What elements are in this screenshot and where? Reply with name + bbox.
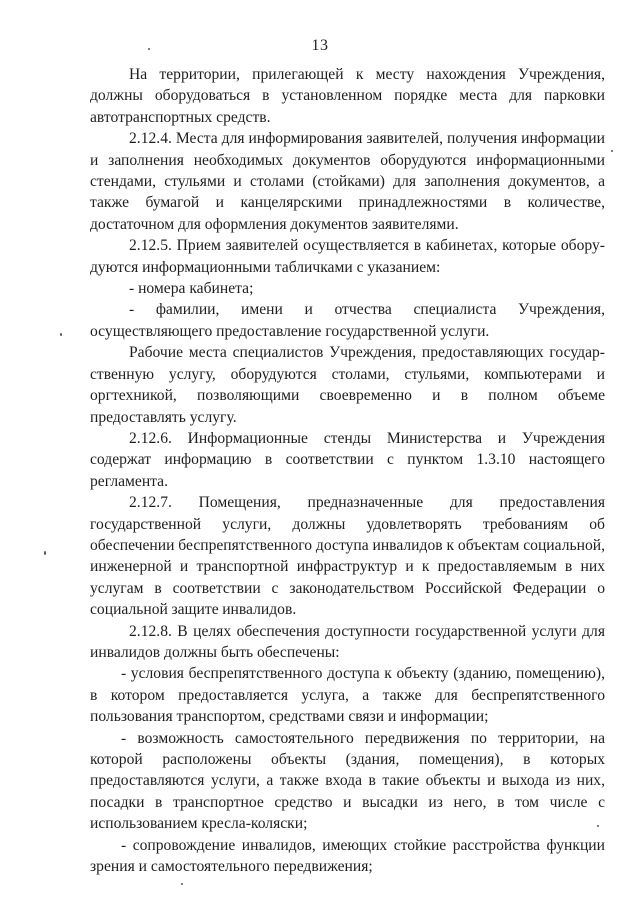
paragraph-workplaces: Рабочие места специалистов Учреждения, предоставляющих государственную услугу, оборудуются столами, стульями, компьютерами и оргтехникой, позволяющими своевременно и в полном объеме предоставлять услугу. — [90, 344, 605, 426]
scan-speck — [44, 551, 46, 555]
list-item-escort — [90, 835, 605, 878]
scan-speck — [148, 48, 150, 50]
page-number: 13 — [311, 37, 329, 54]
text-line: предоставляются услуги, а также входа в такие объекты и выхода из них, — [90, 772, 605, 790]
paragraph-2-12-7: 2.12.7. Помещения, предназначенные для предоставления государственной услуги, должны удовлетворять требованиям об обеспечении беспрепятственного доступа инвалидов к объектам социальной, инженерной и транспортной инфраструктур и к предоставляемым в них услугам в соответствии с законодательством Российской Федерации о социальной защите инвалидов. — [90, 494, 605, 619]
list-item-access-conditions — [90, 663, 605, 727]
text-line: которой расположены объекты (здания, помещения), в которых — [90, 751, 605, 768]
text-line: использованием кресла-коляски; — [90, 815, 308, 833]
list-item-independent-movement — [90, 728, 605, 835]
document-body — [90, 64, 605, 877]
paragraph-2-12-5: 2.12.5. Прием заявителей осуществляется в кабинетах, которые оборудуются информационными табличками с указанием: — [90, 237, 605, 276]
text-line: пользования транспортом, средствами связи и информации; — [90, 708, 489, 726]
text-line: зрения и самостоятельного передвижения; — [90, 858, 373, 876]
scan-speck — [611, 150, 613, 152]
text-line: - возможность самостоятельного передвижения по территории, на — [121, 729, 605, 747]
text-line: в котором предоставляется услуга, а также для беспрепятственного — [90, 686, 605, 704]
list-item-specialist-name: - фамилии, имени и отчества специалиста Учреждения, осуществляющего предоставление государственной услуги. — [90, 301, 605, 340]
paragraph-2-12-6: 2.12.6. Информационные стенды Министерства и Учреждения содержат информацию в соответствии с пунктом 1.3.10 настоящего регламента. — [90, 429, 605, 490]
scan-speck — [597, 825, 599, 827]
paragraph-2-12-8: 2.12.8. В целях обеспечения доступности государственной услуги для инвалидов должны быть обеспечены: — [90, 622, 605, 661]
paragraph-2-12-4: 2.12.4. Места для информирования заявителей, получения информации и заполнения необходимых документов оборудуются информационными стендами, стульями и столами (стойками) для заполнения документов, а также бумагой и канцелярскими принадлежностями в количестве, достаточном для оформления документов заявителями. — [90, 130, 605, 233]
text-line: - условия беспрепятственного доступа к объекту (зданию, помещению), — [121, 665, 605, 683]
scan-speck — [181, 883, 183, 885]
list-item-cabinet-number: - номера кабинета; — [129, 280, 254, 298]
paragraph-parking: На территории, прилегающей к месту нахождения Учреждения, должны оборудоваться в установленном порядке места для парковки автотранспортных средств. — [90, 66, 605, 126]
scan-speck — [60, 333, 62, 336]
text-line: посадки в транспортное средство и высадки из него, в том числе с — [90, 793, 605, 811]
text-line: - сопровождение инвалидов, имеющих стойкие расстройства функции — [121, 836, 605, 854]
